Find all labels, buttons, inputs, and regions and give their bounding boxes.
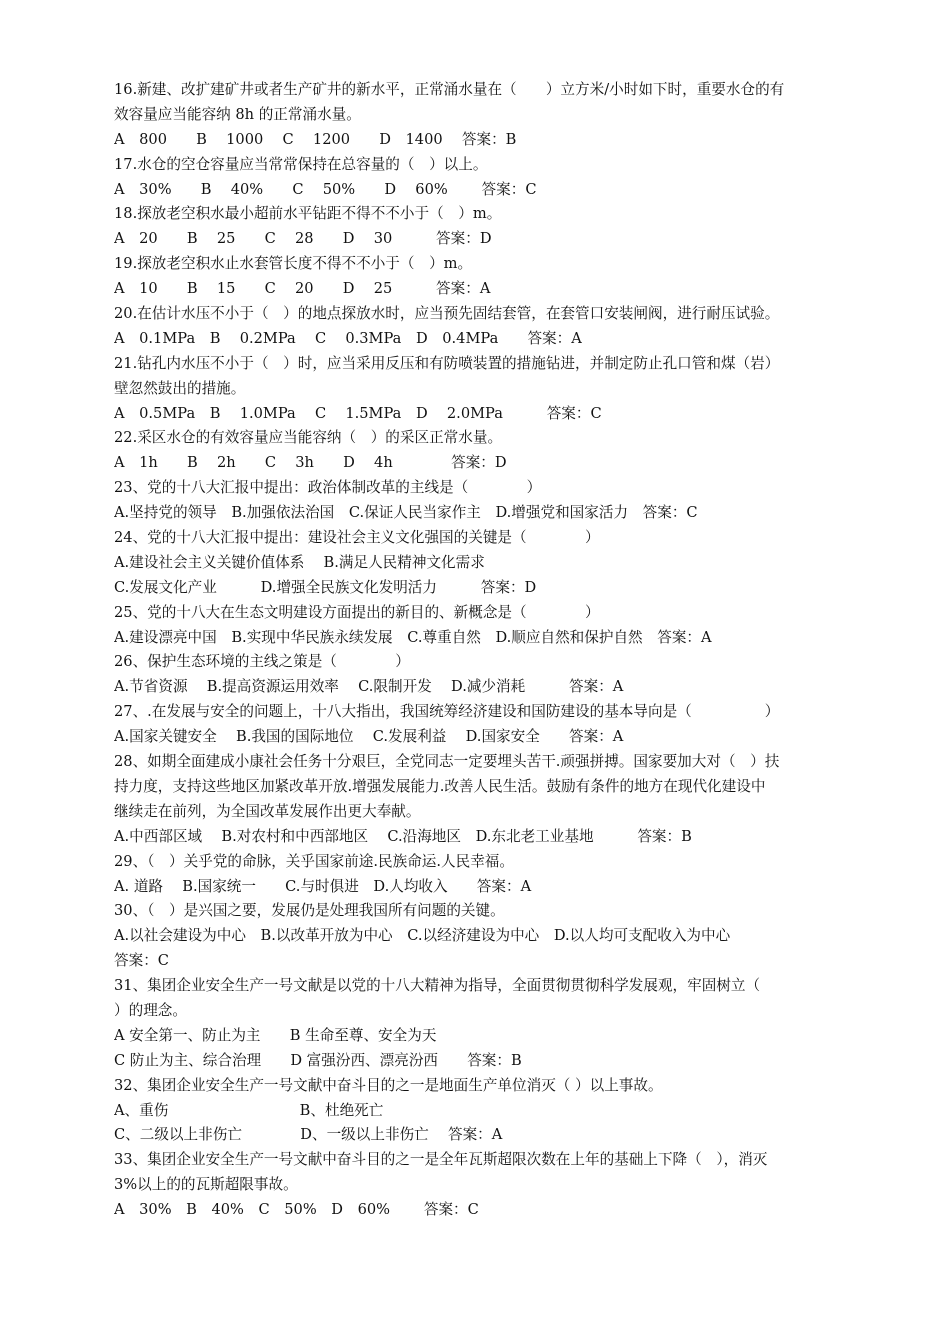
text-line: 壁忽然鼓出的措施。 — [114, 379, 246, 397]
text-line: 16.新建、改扩建矿井或者生产矿井的新水平，正常涌水量在（ ）立方米/小时如下时，重要水仓的有 — [114, 81, 785, 98]
text-line: A.建设社会主义关键价值体系 B.满足人民精神文化需求 — [114, 553, 485, 571]
document-body — [114, 78, 838, 1223]
text-line: 24、党的十八大汇报中提出：建设社会主义文化强国的关键是（ ） — [114, 529, 600, 547]
text-line: 27、.在发展与安全的问题上，十八大指出，我国统筹经济建设和国防建设的基本导向是（ ） — [114, 703, 780, 721]
text-line: A 800 B 1000 C 1200 D 1400 答案：B — [114, 130, 517, 148]
text-line: 22.采区水仓的有效容量应当能容纳（ ）的采区正常水量。 — [114, 429, 503, 447]
text-line: 30、（ ）是兴国之要，发展仍是处理我国所有问题的关键。 — [114, 902, 505, 920]
text-line: C、二级以上非伤亡 D、一级以上非伤亡 答案：A — [114, 1126, 503, 1144]
text-line: A.以社会建设为中心 B.以改革开放为中心 C.以经济建设为中心 D.以人均可支配收入为中心 — [114, 927, 731, 945]
text-line: A.节省资源 B.提高资源运用效率 C.限制开发 D.减少消耗 答案：A — [114, 678, 624, 696]
text-line: 19.探放老空积水止水套管长度不得不不小于（ ）m。 — [114, 255, 473, 273]
text-line: 33、集团企业安全生产一号文献中奋斗目的之一是全年瓦斯超限次数在上年的基础上下降（ ），消灭 — [114, 1151, 768, 1169]
text-line: 答案：C — [114, 952, 169, 970]
text-line: A 10 B 15 C 20 D 25 答案：A — [114, 280, 491, 298]
text-line: A.建设漂亮中国 B.实现中华民族永续发展 C.尊重自然 D.顺应自然和保护自然 答案：A — [114, 628, 712, 646]
text-line: C.发展文化产业 D.增强全民族文化发明活力 答案：D — [114, 578, 537, 596]
text-line: ）的理念。 — [114, 1001, 187, 1019]
text-line: 25、党的十八大在生态文明建设方面提出的新目的、新概念是（ ） — [114, 603, 600, 621]
text-line: A.中西部区域 B.对农村和中西部地区 C.沿海地区 D.东北老工业基地 答案：B — [114, 827, 692, 845]
text-line: A.坚持党的领导 B.加强依法治国 C.保证人民当家作主 D.增强党和国家活力 答案：C — [114, 504, 698, 522]
text-line: A 1h B 2h C 3h D 4h 答案：D — [114, 454, 507, 472]
text-line: 效容量应当能容纳 8h 的正常涌水量。 — [114, 105, 361, 123]
text-line: A 安全第一、防止为主 B 生命至尊、安全为天 — [114, 1026, 437, 1044]
text-line: A 20 B 25 C 28 D 30 答案：D — [114, 230, 492, 248]
text-line: A、重伤 B、杜绝死亡 — [114, 1101, 384, 1119]
text-line: 23、党的十八大汇报中提出：政治体制改革的主线是（ ） — [114, 479, 542, 497]
text-line: 3%以上的的瓦斯超限事故。 — [114, 1176, 298, 1194]
text-line: C 防止为主、综合治理 D 富强汾西、漂亮汾西 答案：B — [114, 1051, 522, 1069]
text-line: 18.探放老空积水最小超前水平钻距不得不不小于（ ）m。 — [114, 205, 502, 223]
text-line: 29、（ ）关乎党的命脉，关乎国家前途.民族命运.人民幸福。 — [114, 852, 514, 870]
text-line: A 0.1MPa B 0.2MPa C 0.3MPa D 0.4MPa 答案：A — [114, 329, 582, 347]
text-line: 28、如期全面建成小康社会任务十分艰巨，全党同志一定要埋头苦干.顽强拼搏。国家要加大对（ ）扶 — [114, 753, 780, 771]
text-line: 21.钻孔内水压不小于（ ）时，应当采用反压和有防喷装置的措施钻进，并制定防止孔口管和煤（岩） — [114, 354, 780, 372]
text-line: A. 道路 B.国家统一 C.与时俱进 D.人均收入 答案：A — [114, 877, 532, 895]
text-line: 20.在估计水压不小于（ ）的地点探放水时，应当预先固结套管，在套管口安装闸阀，进行耐压试验。 — [114, 305, 780, 323]
text-line: A.国家关键安全 B.我国的国际地位 C.发展利益 D.国家安全 答案：A — [114, 728, 624, 746]
text-line: 31、集团企业安全生产一号文献是以党的十八大精神为指导，全面贯彻贯彻科学发展观，牢固树立（ — [114, 977, 761, 995]
text-line: A 30% B 40% C 50% D 60% 答案：C — [114, 1201, 479, 1219]
text-line: 17.水仓的空仓容量应当常常保持在总容量的（ ）以上。 — [114, 155, 488, 173]
text-line: A 30% B 40% C 50% D 60% 答案：C — [114, 180, 537, 198]
text-line: A 0.5MPa B 1.0MPa C 1.5MPa D 2.0MPa 答案：C — [114, 404, 602, 422]
text-line: 26、保护生态环境的主线之策是（ ） — [114, 653, 410, 671]
text-line: 继续走在前列，为全国改革发展作出更大奉献。 — [114, 802, 421, 820]
text-line: 32、集团企业安全生产一号文献中奋斗目的之一是地面生产单位消灭（ ）以上事故。 — [114, 1076, 663, 1094]
text-line: 持力度，支持这些地区加紧改革开放.增强发展能力.改善人民生活。鼓励有条件的地方在现代化建设中 — [114, 777, 766, 795]
